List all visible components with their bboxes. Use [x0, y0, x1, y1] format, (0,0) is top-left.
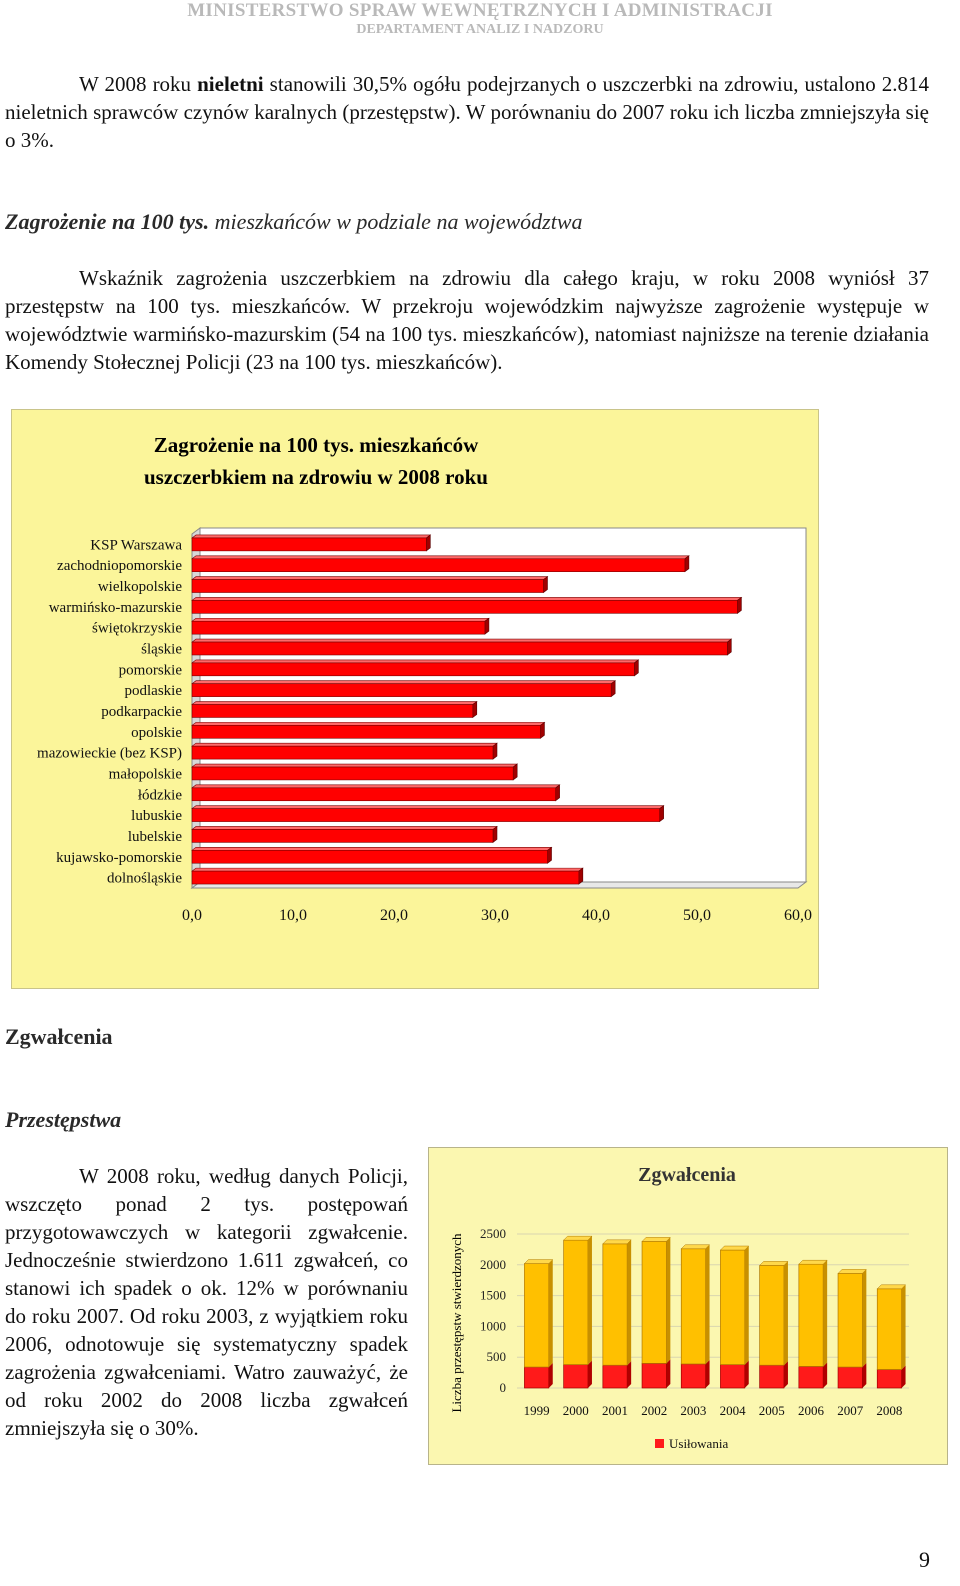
- chart2-bar-segment-attempts: [603, 1365, 627, 1388]
- chart1-category-label: małopolskie: [108, 766, 182, 783]
- chart1-category-label: pomorskie: [118, 662, 182, 679]
- chart2-bar-segment-attempts: [564, 1365, 588, 1388]
- chart2-bar-top: [760, 1261, 788, 1265]
- chart1-title-line2: uszczerbkiem na zdrowiu w 2008 roku: [144, 465, 488, 489]
- chart2-bar-side: [745, 1361, 749, 1388]
- chart2-bar-segment-committed: [838, 1273, 862, 1367]
- chart1-bar-top: [192, 577, 547, 580]
- chart2-bar-segment-committed: [760, 1265, 784, 1365]
- section1-heading-rest: mieszkańców w podziale na województwa: [209, 209, 583, 234]
- chart1-bar: [192, 850, 548, 863]
- chart1-tick-label: 60,0: [784, 907, 812, 924]
- chart1-bar-top: [192, 785, 560, 788]
- chart1-bar-top: [192, 868, 583, 871]
- chart1-tick-label: 0,0: [182, 907, 202, 924]
- chart2-bar-side: [666, 1359, 670, 1388]
- chart1-bar: [192, 621, 485, 634]
- chart1-bar-top: [192, 764, 517, 767]
- chart2-category-label: 1999: [523, 1403, 550, 1418]
- chart1-bar: [192, 725, 540, 738]
- chart1-bar-end: [737, 597, 741, 613]
- chart1-category-label: KSP Warszawa: [90, 537, 182, 554]
- section1-heading: [5, 209, 583, 235]
- chart1-category-label: zachodniopomorskie: [57, 558, 182, 575]
- chart2-category-label: 2008: [876, 1403, 903, 1418]
- chart1-bar: [192, 767, 513, 780]
- chart2-bar-side: [627, 1240, 631, 1365]
- chart1-bar: [192, 642, 727, 655]
- chart2-bar-side: [902, 1285, 906, 1370]
- chart1-category-label: opolskie: [131, 724, 182, 741]
- chart2-bar-top: [720, 1246, 748, 1250]
- chart2-bar-segment-attempts: [642, 1363, 666, 1388]
- header-department: DEPARTAMENT ANALIZ I NADZORU: [356, 22, 604, 37]
- chart2-category-label: 2002: [641, 1403, 668, 1418]
- chart1-tick-label: 30,0: [481, 907, 509, 924]
- chart2-bar-segment-attempts: [799, 1366, 823, 1388]
- chart1-bar-end: [660, 806, 664, 822]
- chart1-bar-end: [727, 639, 731, 655]
- section2-heading: Zgwałcenia: [5, 1024, 113, 1049]
- chart2-bar-side: [823, 1362, 827, 1388]
- header-ministry: MINISTERSTWO SPRAW WEWNĘTRZNYCH I ADMINISTRACJI: [187, 0, 773, 21]
- chart2-bar-side: [823, 1260, 827, 1366]
- chart1-bar-end: [426, 535, 430, 551]
- chart1-bar-end: [473, 702, 477, 718]
- chart1-bar: [192, 600, 737, 613]
- chart2-bar-side: [549, 1363, 553, 1388]
- chart1-bar-top: [192, 535, 430, 538]
- chart1-category-label: podkarpackie: [101, 704, 182, 720]
- intro-text-1: W 2008 roku: [79, 72, 198, 96]
- regional-threat-chart-svg: [12, 410, 818, 988]
- chart1-bar: [192, 538, 426, 551]
- chart1-category-label: łódzkie: [137, 787, 182, 804]
- chart1-category-label: warmińsko-mazurskie: [48, 599, 182, 616]
- chart1-bar: [192, 705, 473, 718]
- chart1-bar: [192, 871, 579, 884]
- chart2-bar-top: [838, 1269, 866, 1273]
- chart2-legend-label: Usiłowania: [669, 1436, 729, 1451]
- chart1-bar-end: [611, 681, 615, 697]
- chart2-category-label: 2000: [562, 1403, 589, 1418]
- section1-text: Wskaźnik zagrożenia uszczerbkiem na zdrowiu dla całego kraju, w roku 2008 wyniósł 37 przestępstw na 100 tys. mieszkańców. W przekroju wojewódzkim najwyższe zagrożenie występuje w województwie warmińsko-mazurskim (54 na 100 tys. mieszkańców), natomiast najniższe na terenie działania Komendy Stołecznej Policji (23 na 100 tys. mieszkańców).: [5, 266, 929, 374]
- chart1-bar: [192, 684, 611, 697]
- chart1-bar-end: [540, 722, 544, 738]
- section1-paragraph: [5, 264, 929, 376]
- chart2-bar-side: [549, 1260, 553, 1367]
- chart1-bar-top: [192, 660, 638, 663]
- chart2-bar-top: [681, 1245, 709, 1249]
- section2-subheading: Przestępstwa: [5, 1107, 122, 1132]
- chart1-tick-label: 10,0: [279, 907, 307, 924]
- chart1-bar-end: [556, 785, 560, 801]
- chart1-bar: [192, 559, 685, 572]
- chart1-bar-top: [192, 702, 477, 705]
- chart2-bar-top: [603, 1240, 631, 1244]
- chart2-bar-segment-committed: [877, 1289, 901, 1370]
- rape-chart: [428, 1147, 948, 1465]
- chart2-bar-segment-attempts: [720, 1365, 744, 1388]
- chart1-bar-end: [513, 764, 517, 780]
- chart1-bar: [192, 788, 556, 801]
- chart1-category-label: lubuskie: [131, 808, 182, 825]
- chart2-bar-segment-attempts: [877, 1370, 901, 1388]
- rape-chart-svg: [429, 1148, 947, 1464]
- section2-paragraph: [5, 1162, 408, 1442]
- chart1-bar-top: [192, 743, 497, 746]
- chart1-bar: [192, 829, 493, 842]
- chart1-tick-label: 40,0: [582, 907, 610, 924]
- chart2-tick-label: 1500: [480, 1287, 506, 1303]
- intro-bold: nieletni: [197, 72, 264, 96]
- chart2-bar-segment-committed: [720, 1250, 744, 1365]
- section1-heading-bold: Zagrożenie na 100 tys.: [5, 209, 210, 234]
- chart1-category-label: mazowieckie (bez KSP): [37, 745, 182, 762]
- chart1-category-label: śląskie: [141, 641, 182, 658]
- chart2-bar-segment-committed: [524, 1264, 548, 1367]
- chart1-category-label: dolnośląskie: [107, 870, 182, 887]
- chart2-tick-label: 0: [499, 1380, 506, 1395]
- chart2-category-label: 2001: [602, 1403, 628, 1418]
- chart2-bar-top: [877, 1285, 905, 1289]
- chart1-bar-end: [685, 556, 689, 572]
- chart1-bar: [192, 580, 543, 593]
- chart2-ylabel: Liczba przestępstw stwierdzonych: [449, 1233, 464, 1413]
- chart1-bar: [192, 746, 493, 759]
- chart1-bar-end: [493, 743, 497, 759]
- page-number: 9: [919, 1547, 930, 1572]
- chart1-category-label: wielkopolskie: [97, 579, 182, 596]
- chart1-bar-top: [192, 556, 689, 559]
- chart2-bar-side: [588, 1236, 592, 1364]
- chart2-bar-top: [642, 1237, 670, 1241]
- chart1-bar-top: [192, 681, 615, 684]
- chart1-bar-top: [192, 639, 731, 642]
- intro-text-2: stanowili 30,5% ogółu podejrzanych o uszczerbki na zdrowiu, ustalono 2.814 nieletnich sprawców czynów karalnych (przestępstw). W porównaniu do 2007 roku ich liczba zmniejszyła się o 3%.: [5, 72, 930, 152]
- chart1-bar: [192, 809, 660, 822]
- chart2-tick-label: 2500: [480, 1226, 506, 1241]
- chart2-bar-segment-committed: [603, 1244, 627, 1365]
- chart2-bar-side: [706, 1360, 710, 1388]
- chart1-bar-top: [192, 618, 489, 621]
- chart2-bar-side: [784, 1261, 788, 1365]
- chart2-bar-top: [524, 1260, 552, 1264]
- chart2-title: Zgwałcenia: [638, 1164, 736, 1186]
- chart2-bar-side: [745, 1246, 749, 1365]
- chart1-bar-end: [493, 826, 497, 842]
- chart1-bar-end: [579, 868, 583, 884]
- chart2-category-label: 2003: [680, 1403, 707, 1418]
- chart2-bar-segment-committed: [681, 1249, 705, 1364]
- chart1-category-label: lubelskie: [127, 828, 182, 845]
- section2-text: W 2008 roku, według danych Policji, wszczęto ponad 2 tys. postępowań przygotowawczych w kategorii zgwałcenie. Jednocześnie stwierdzono 1.611 zgwałceń, co stanowi ich spadek o ok. 12% w porównaniu do roku 2007. Od roku 2003, z wyjątkiem roku 2006, odnotowuje się systematyczny spadek zagrożenia zgwałceniami. Watro zauważyć, że od roku 2002 do 2008 liczba zgwałceń zmniejszyła się o 30%.: [5, 1164, 408, 1440]
- chart1-bar-end: [543, 577, 547, 593]
- chart2-category-label: 2006: [798, 1403, 824, 1418]
- chart2-bar-segment-committed: [564, 1240, 588, 1364]
- chart1-bar: [192, 663, 634, 676]
- chart2-tick-label: 1000: [480, 1318, 506, 1334]
- chart2-legend-swatch: [655, 1439, 664, 1448]
- chart1-bar-top: [192, 806, 664, 809]
- chart1-category-label: podlaskie: [124, 683, 182, 700]
- chart1-bar-end: [634, 660, 638, 676]
- chart2-bar-segment-attempts: [760, 1365, 784, 1388]
- chart1-bar-top: [192, 826, 497, 829]
- chart1-bar-top: [192, 597, 741, 600]
- chart2-bar-top: [564, 1236, 592, 1240]
- chart2-category-label: 2005: [758, 1403, 785, 1418]
- chart2-bar-side: [862, 1363, 866, 1388]
- chart2-bar-side: [588, 1361, 592, 1388]
- chart2-bar-segment-committed: [799, 1264, 823, 1366]
- regional-threat-chart: [11, 409, 819, 989]
- chart1-bar-end: [548, 847, 552, 863]
- chart1-tick-label: 50,0: [683, 907, 711, 924]
- chart1-bar-end: [485, 618, 489, 634]
- chart1-tick-label: 20,0: [380, 907, 408, 924]
- intro-paragraph: [5, 70, 929, 154]
- chart1-bar-top: [192, 847, 552, 850]
- chart2-bar-side: [862, 1269, 866, 1367]
- chart1-category-label: świętokrzyskie: [92, 620, 182, 637]
- chart1-title-line1: Zagrożenie na 100 tys. mieszkańców: [153, 433, 479, 457]
- chart2-bar-side: [666, 1237, 670, 1363]
- chart2-bar-segment-attempts: [681, 1364, 705, 1388]
- chart2-bar-segment-committed: [642, 1241, 666, 1363]
- chart2-bar-side: [706, 1245, 710, 1364]
- chart1-bar-top: [192, 722, 544, 725]
- chart2-tick-label: 500: [486, 1349, 506, 1365]
- chart2-category-label: 2004: [719, 1403, 746, 1418]
- chart2-bar-side: [627, 1361, 631, 1388]
- chart2-bar-top: [799, 1260, 827, 1264]
- chart2-bar-segment-attempts: [838, 1367, 862, 1388]
- chart2-category-label: 2007: [837, 1403, 864, 1418]
- chart2-bar-segment-attempts: [524, 1367, 548, 1388]
- chart2-tick-label: 2000: [480, 1256, 506, 1272]
- chart1-category-label: kujawsko-pomorskie: [56, 849, 182, 866]
- chart2-bar-side: [784, 1361, 788, 1388]
